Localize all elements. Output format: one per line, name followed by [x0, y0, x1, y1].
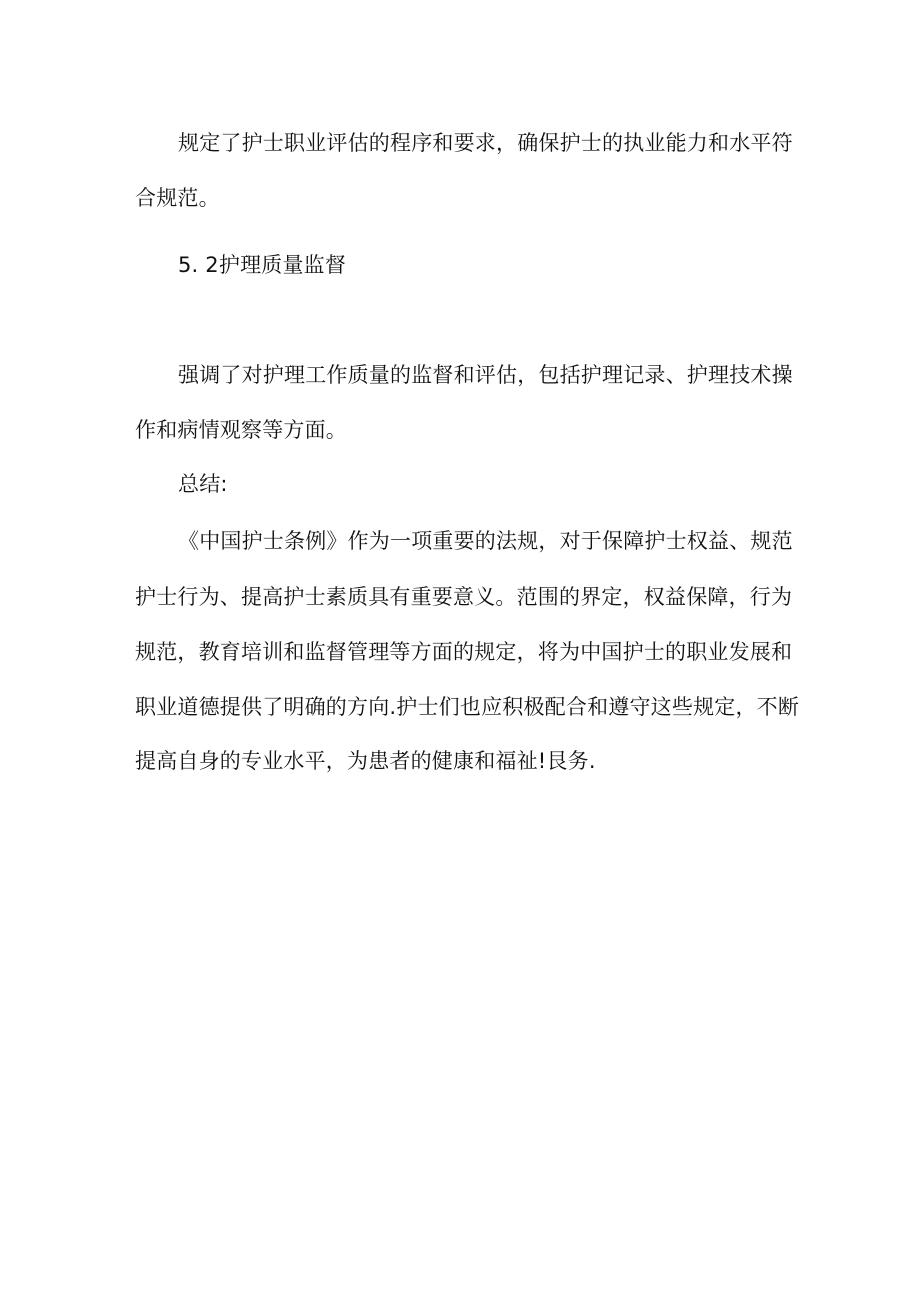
- paragraph-3-line-3: 规范，教育培训和监督管理等方面的规定，将为中国护士的职业发展和: [135, 640, 793, 664]
- paragraph-3-line-2: 护士行为、提高护士素质具有重要意义。范围的界定，权益保障，行为: [135, 585, 793, 609]
- paragraph-2-line-1: 强调了对护理工作质量的监督和评估，包括护理记录、护理技术操: [178, 363, 793, 387]
- paragraph-1-line-2: 合规范。: [135, 186, 220, 210]
- section-heading: 5. 2护理质量监督: [178, 253, 347, 277]
- paragraph-3-line-4: 职业道德提供了明确的方向.护士们也应积极配合和遵守这些规定，不断: [135, 695, 800, 719]
- paragraph-3-line-5: 提高自身的专业水平，为患者的健康和福祉!艮务.: [135, 749, 596, 773]
- paragraph-2-line-2: 作和病情观察等方面。: [135, 418, 347, 442]
- summary-label: 总结:: [178, 472, 228, 496]
- paragraph-3-line-1: 《中国护士条例》作为一项重要的法规，对于保障护士权益、规范: [178, 529, 793, 553]
- paragraph-1-line-1: 规定了护士职业评估的程序和要求，确保护士的执业能力和水平符: [178, 131, 793, 155]
